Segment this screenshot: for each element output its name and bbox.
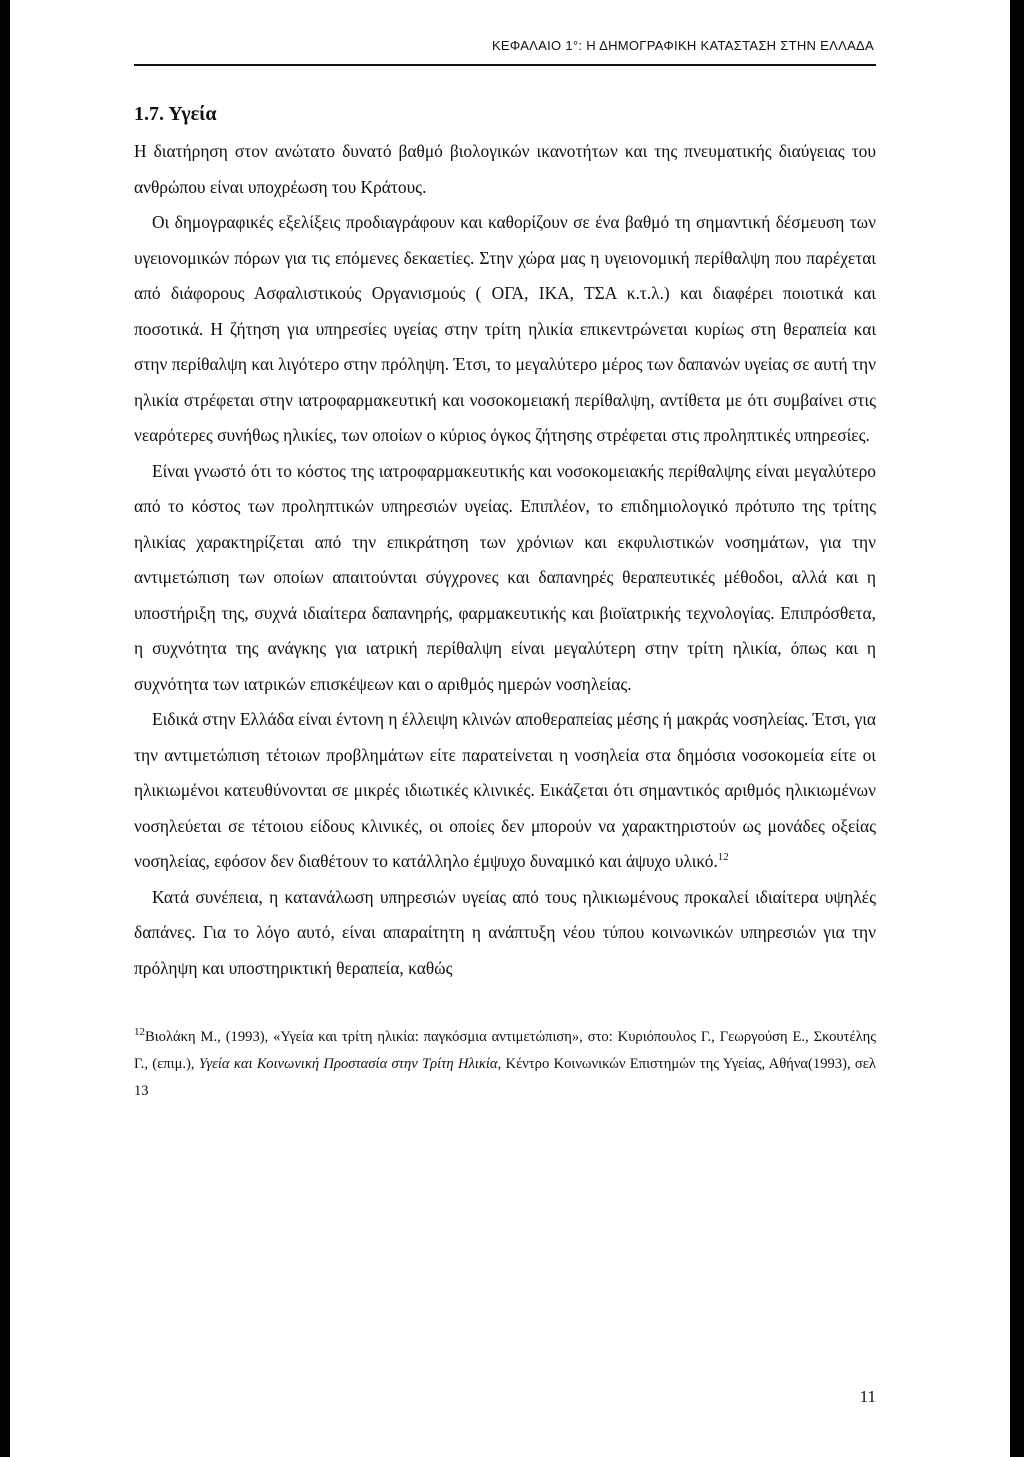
header-rule — [134, 64, 876, 66]
section-title: 1.7. Υγεία — [134, 103, 217, 125]
footnote-publisher: , Κέντρο Κοινωνικών Επιστημών της Υγείας, Αθήνα(1993), σελ 13 — [134, 1056, 876, 1099]
paragraph-3: Είναι γνωστό ότι το κόστος της ιατροφαρμακευτικής και νοσοκομειακής περίθαλψης είναι μεγαλύτερο από το κόστος των προληπτικών υπηρεσιών υγείας. Επιπλέον, το επιδημιολογικό πρότυπο της τρίτης ηλικίας χαρακτηρίζεται από την επικράτηση των χρόνιων και εκφυλιστικών νοσημάτων, για την αντιμετώπιση των οποίων απαιτούνται σύγχρονες και δαπανηρές θεραπευτικές μέθοδοι, αλλά και η υποστήριξη της, συχνά ιδιαίτερα δαπανηρής, φαρμακευτικής και βιοϊατρικής τεχνολογίας. Επιπρόσθετα, η συχνότητα της ανάγκης για ιατρική περίθαλψη είναι μεγαλύτερη στην τρίτη ηλικία, όπως και η συχνότητα των ιατρικών επισκέψεων και ο αριθμός ημερών νοσηλείας. — [134, 460, 876, 694]
paragraph-2: Οι δημογραφικές εξελίξεις προδιαγράφουν και καθορίζουν σε ένα βαθμό τη σημαντική δέσμευση των υγειονομικών πόρων για τις επόμενες δεκαετίες. Στην χώρα μας η υγειονομική περίθαλψη που παρέχεται από διάφορους Ασφαλιστικούς Οργανισμούς ( ΟΓΑ, ΙΚΑ, ΤΣΑ κ.τ.λ.) και διαφέρει ποιοτικά και ποσοτικά. Η ζήτηση για υπηρεσίες υγείας στην τρίτη ηλικία επικεντρώνεται κυρίως στη θεραπεία και στην περίθαλψη και λιγότερο στην πρόληψη. Έτσι, το μεγαλύτερο μέρος των δαπανών υγείας σε αυτή την ηλικία στρέφεται στην ιατροφαρμακευτική και νοσοκομειακή περίθαλψη, αντίθετα με ότι συμβαίνει στις νεαρότερες συνήθως ηλικίες, των οποίων ο κύριος όγκος ζήτησης στρέφεται στις προληπτικές υπηρεσίες. — [134, 212, 876, 445]
footnote-marker: 12 — [134, 1026, 145, 1039]
footnote-reference: 12 — [717, 851, 729, 864]
document-sheet — [10, 0, 1010, 1457]
running-header: ΚΕΦΑΛΑΙΟ 1°: Η ΔΗΜΟΓΡΑΦΙΚΗ ΚΑΤΑΣΤΑΣΗ ΣΤΗΝ ΕΛΛΑΔΑ — [491, 38, 874, 53]
paragraph-4 — [134, 702, 876, 880]
footnote-book-title: Υγεία και Κοινωνική Προστασία στην Τρίτη Ηλικία — [198, 1056, 498, 1072]
page-number: 11 — [859, 1387, 876, 1406]
paragraph-1: Η διατήρηση στον ανώτατο δυνατό βαθμό βιολογικών ικανοτήτων και της πνευματικής διαύγειας του ανθρώπου είναι υποχρέωση του Κράτους. — [134, 141, 876, 197]
footnote-block — [134, 1024, 876, 1105]
paragraph-4-text: Ειδικά στην Ελλάδα είναι έντονη η έλλειψη κλινών αποθεραπείας μέσης ή μακράς νοσηλείας. Έτσι, για την αντιμετώπιση τέτοιων προβλημάτων είτε παρατείνεται η νοσηλεία στα δημόσια νοσοκομεία είτε οι ηλικιωμένοι κατευθύνονται σε μικρές ιδιωτικές κλινικές. Εικάζεται ότι σημαντικός αριθμός ηλικιωμένων νοσηλεύεται σε τέτοιου είδους κλινικές, οι οποίες δεν μπορούν να χαρακτηριστούν ως μονάδες οξείας νοσηλείας, εφόσον δεν διαθέτουν το κατάλληλο έμψυχο δυναμικό και άψυχο υλικό. — [134, 709, 876, 871]
body-text — [134, 134, 876, 1105]
footnote-author: Βιολάκη Μ., (1993), «Υγεία και τρίτη ηλικία: παγκόσμια αντιμετώπιση», στο: Κυριόπουλος Γ., Γεωργούση Ε., Σκουτέλης Γ., (επιμ.), — [134, 1029, 876, 1072]
paragraph-5: Κατά συνέπεια, η κατανάλωση υπηρεσιών υγείας από τους ηλικιωμένους προκαλεί ιδιαίτερα υψηλές δαπάνες. Για το λόγο αυτό, είναι απαραίτητη η ανάπτυξη νέου τύπου κοινωνικών υπηρεσιών για την πρόληψη και υποστηρικτική θεραπεία, καθώς — [134, 886, 876, 978]
